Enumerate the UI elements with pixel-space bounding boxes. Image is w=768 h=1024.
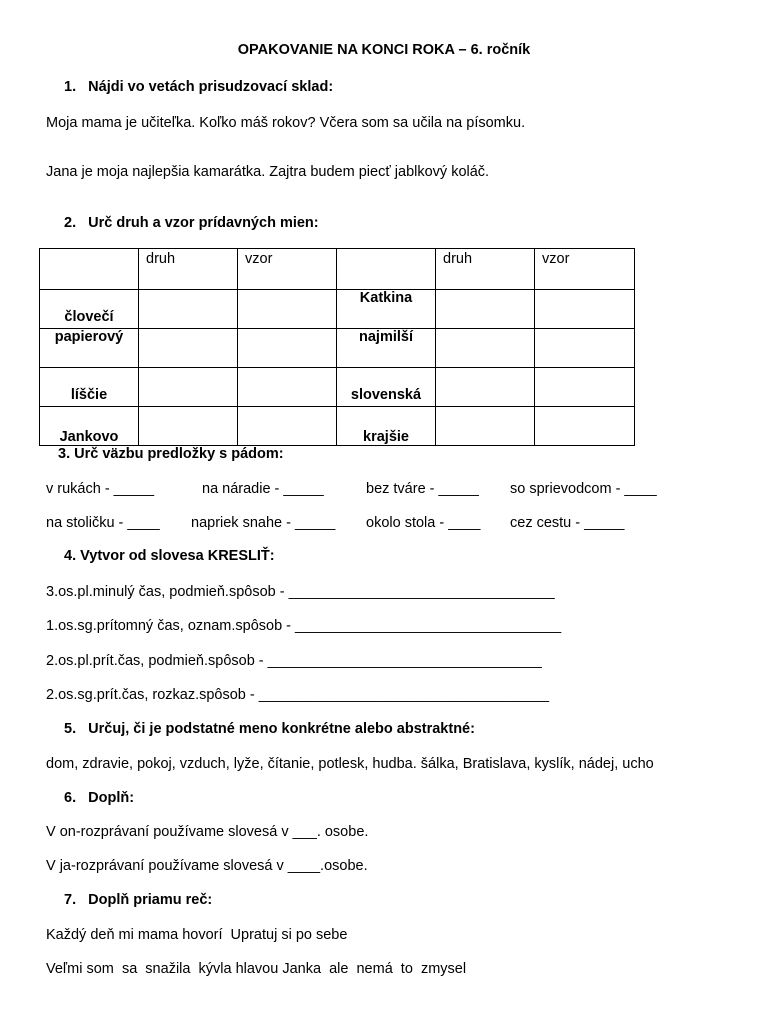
answer-cell[interactable] [535, 368, 635, 407]
adjective-cell [40, 290, 139, 329]
verb-form-line: 1.os.sg.prítomný čas, oznam.spôsob - _________________________________ [46, 618, 562, 634]
verb-form-line: 3.os.pl.minulý čas, podmieň.spôsob - _________________________________ [46, 584, 555, 600]
table-header-cell [40, 249, 139, 290]
adjective-word: Katkina [359, 290, 413, 306]
preposition-item: na stoličku - ____ [46, 515, 160, 531]
task1-heading: 1. Nájdi vo vetách prisudzovací sklad: [64, 79, 334, 95]
task5-noun-list: dom, zdravie, pokoj, vzduch, lyže, čítanie, potlesk, hudba. šálka, Bratislava, kyslík, nádej, ucho [46, 756, 654, 772]
adjective-cell [337, 407, 436, 446]
adjective-cell [40, 407, 139, 446]
answer-cell[interactable] [436, 368, 535, 407]
task7-heading: 7. Doplň priamu reč: [64, 892, 213, 908]
preposition-item: cez cestu - _____ [510, 515, 625, 531]
task3-heading: 3. Urč väzbu predložky s pádom: [58, 446, 284, 462]
task2-heading: 2. Urč druh a vzor prídavných mien: [64, 215, 319, 231]
verb-form-line: 2.os.sg.prít.čas, rozkaz.spôsob - ____________________________________ [46, 687, 550, 703]
table-header-row [40, 249, 635, 290]
verb-form-line: 2.os.pl.prít.čas, podmieň.spôsob - __________________________________ [46, 653, 542, 669]
task5-heading: 5. Určuj, či je podstatné meno konkrétne alebo abstraktné: [64, 721, 475, 737]
preposition-item: v rukách - _____ [46, 481, 155, 497]
adjective-cell [337, 368, 436, 407]
table-row [40, 329, 635, 368]
adjective-cell [40, 368, 139, 407]
table-row [40, 368, 635, 407]
task1-sentence-2: Jana je moja najlepšia kamarátka. Zajtra budem piecť jablkový koláč. [46, 164, 490, 180]
preposition-item: so sprievodcom - ____ [510, 481, 657, 497]
preposition-item: bez tváre - _____ [366, 481, 479, 497]
task7-sentence-2: Veľmi som sa snažila kývla hlavou Janka ale nemá to zmysel [46, 961, 467, 977]
adjective-word: najmilší [359, 329, 413, 345]
task1-sentence-1: Moja mama je učiteľka. Koľko máš rokov? Včera som sa učila na písomku. [46, 115, 526, 131]
page-title: OPAKOVANIE NA KONCI ROKA – 6. ročník [237, 42, 531, 58]
task6-sentence-1: V on-rozprávaní používame slovesá v ___. osobe. [46, 824, 369, 840]
preposition-item: na náradie - _____ [202, 481, 324, 497]
answer-cell[interactable] [436, 290, 535, 329]
answer-cell[interactable] [535, 290, 635, 329]
adjective-word: Jankovo [59, 429, 119, 445]
preposition-item: napriek snahe - _____ [191, 515, 336, 531]
adjective-cell [337, 290, 436, 329]
table-header-cell [337, 249, 436, 290]
answer-cell[interactable] [238, 290, 337, 329]
answer-cell[interactable] [139, 407, 238, 446]
answer-cell[interactable] [139, 290, 238, 329]
table-header-cell: druh [139, 249, 238, 290]
adjective-word: krajšie [363, 429, 409, 445]
table-row [40, 290, 635, 329]
adjective-table [39, 248, 635, 446]
answer-cell[interactable] [238, 329, 337, 368]
answer-cell[interactable] [139, 368, 238, 407]
adjective-word: líščie [70, 387, 108, 403]
table-header-cell: druh [436, 249, 535, 290]
table-header-cell: vzor [238, 249, 337, 290]
adjective-word: papierový [54, 329, 124, 345]
adjective-word: slovenská [350, 387, 422, 403]
answer-cell[interactable] [436, 407, 535, 446]
answer-cell[interactable] [139, 329, 238, 368]
task7-sentence-1: Každý deň mi mama hovorí Upratuj si po sebe [46, 927, 348, 943]
table-row [40, 407, 635, 446]
task4-heading: 4. Vytvor od slovesa KRESLIŤ: [64, 548, 275, 564]
table-header-cell: vzor [535, 249, 635, 290]
task6-heading: 6. Doplň: [64, 790, 135, 806]
answer-cell[interactable] [535, 329, 635, 368]
task6-sentence-2: V ja-rozprávaní používame slovesá v ____.osobe. [46, 858, 368, 874]
answer-cell[interactable] [238, 368, 337, 407]
adjective-word: človečí [64, 309, 114, 325]
preposition-item: okolo stola - ____ [366, 515, 481, 531]
answer-cell[interactable] [238, 407, 337, 446]
adjective-cell [40, 329, 139, 368]
adjective-cell [337, 329, 436, 368]
answer-cell[interactable] [436, 329, 535, 368]
answer-cell[interactable] [535, 407, 635, 446]
